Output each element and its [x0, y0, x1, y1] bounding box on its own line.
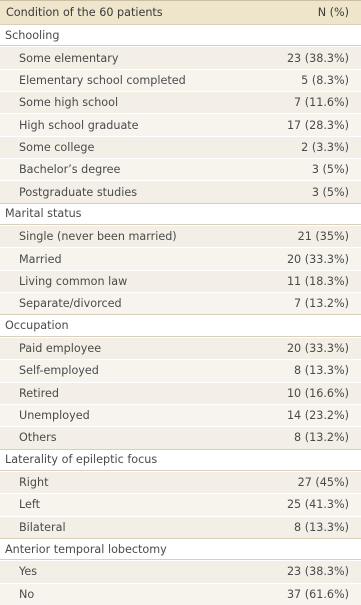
- table-row: [0, 292, 361, 314]
- table-row: [0, 46, 361, 68]
- row-label: Some college: [19, 140, 95, 154]
- row-label: Self-employed: [19, 364, 99, 378]
- row-value: 21 (35%): [297, 230, 349, 244]
- row-value: 8 (13.3%): [294, 364, 349, 378]
- row-label: Separate/divorced: [19, 297, 122, 311]
- row-label: Some high school: [19, 96, 119, 110]
- row-label: Others: [19, 431, 57, 445]
- table-row: [0, 516, 361, 538]
- row-label: Bilateral: [19, 520, 66, 534]
- row-label: Single (never been married): [19, 230, 177, 244]
- row-value: 23 (38.3%): [286, 51, 349, 65]
- table-row: [0, 359, 361, 381]
- row-label: Living common law: [19, 274, 128, 288]
- row-value: 8 (13.2%): [294, 431, 349, 445]
- table-row: [0, 180, 361, 202]
- row-label: Left: [19, 498, 41, 512]
- row-value: 20 (33.3%): [286, 341, 349, 355]
- table-row: [0, 91, 361, 113]
- row-label: Paid employee: [19, 341, 102, 355]
- row-value: 2 (3.3%): [301, 140, 349, 154]
- row-value: 5 (8.3%): [301, 73, 349, 87]
- section-title: Occupation: [5, 319, 69, 333]
- section-row-laterality: [0, 449, 361, 471]
- row-value: 25 (41.3%): [286, 498, 349, 512]
- section-title: Laterality of epileptic focus: [5, 453, 158, 467]
- table-row: [0, 270, 361, 292]
- table-row: [0, 382, 361, 404]
- table-row: [0, 69, 361, 91]
- row-value: 37 (61.6%): [286, 587, 349, 601]
- row-label: Unemployed: [19, 409, 90, 423]
- table-row: [0, 493, 361, 515]
- row-value: 7 (11.6%): [294, 96, 349, 110]
- table-header-row: [0, 1, 361, 24]
- row-label: Postgraduate studies: [19, 185, 138, 199]
- table-row: [0, 247, 361, 269]
- table-row: [0, 560, 361, 582]
- row-value: 20 (33.3%): [286, 252, 349, 266]
- row-value: 10 (16.6%): [286, 386, 349, 400]
- row-label: Some elementary: [19, 51, 119, 65]
- table-row: [0, 113, 361, 135]
- row-label: Elementary school completed: [19, 73, 186, 87]
- row-value: 3 (5%): [311, 185, 349, 199]
- row-value: 8 (13.3%): [294, 520, 349, 534]
- section-row-anterior-temporal-lobectomy: [0, 538, 361, 560]
- row-label: Retired: [19, 386, 59, 400]
- table-row: [0, 136, 361, 158]
- row-value: 3 (5%): [311, 163, 349, 177]
- row-value: 27 (45%): [297, 476, 349, 490]
- row-value: 23 (38.3%): [286, 565, 349, 579]
- table-row: [0, 158, 361, 180]
- section-title: Marital status: [5, 207, 82, 221]
- table-row: [0, 225, 361, 247]
- table-row: [0, 337, 361, 359]
- section-row-marital-status: [0, 203, 361, 225]
- row-label: Bachelor’s degree: [19, 163, 121, 177]
- table-row: [0, 583, 361, 605]
- row-value: 11 (18.3%): [286, 274, 349, 288]
- table-row: [0, 471, 361, 493]
- table-row: [0, 426, 361, 448]
- row-value: 14 (23.2%): [286, 409, 349, 423]
- row-label: Yes: [19, 565, 38, 579]
- section-row-occupation: [0, 314, 361, 336]
- header-label: Condition of the 60 patients: [6, 6, 163, 19]
- row-label: Married: [19, 252, 62, 266]
- row-value: 17 (28.3%): [286, 118, 349, 132]
- row-label: No: [19, 587, 35, 601]
- header-value: N (%): [317, 6, 349, 19]
- row-label: High school graduate: [19, 118, 139, 132]
- section-title: Schooling: [5, 28, 60, 42]
- row-value: 7 (13.2%): [294, 297, 349, 311]
- row-label: Right: [19, 476, 49, 490]
- section-row-schooling: [0, 24, 361, 46]
- table-row: [0, 404, 361, 426]
- section-title: Anterior temporal lobectomy: [5, 542, 167, 556]
